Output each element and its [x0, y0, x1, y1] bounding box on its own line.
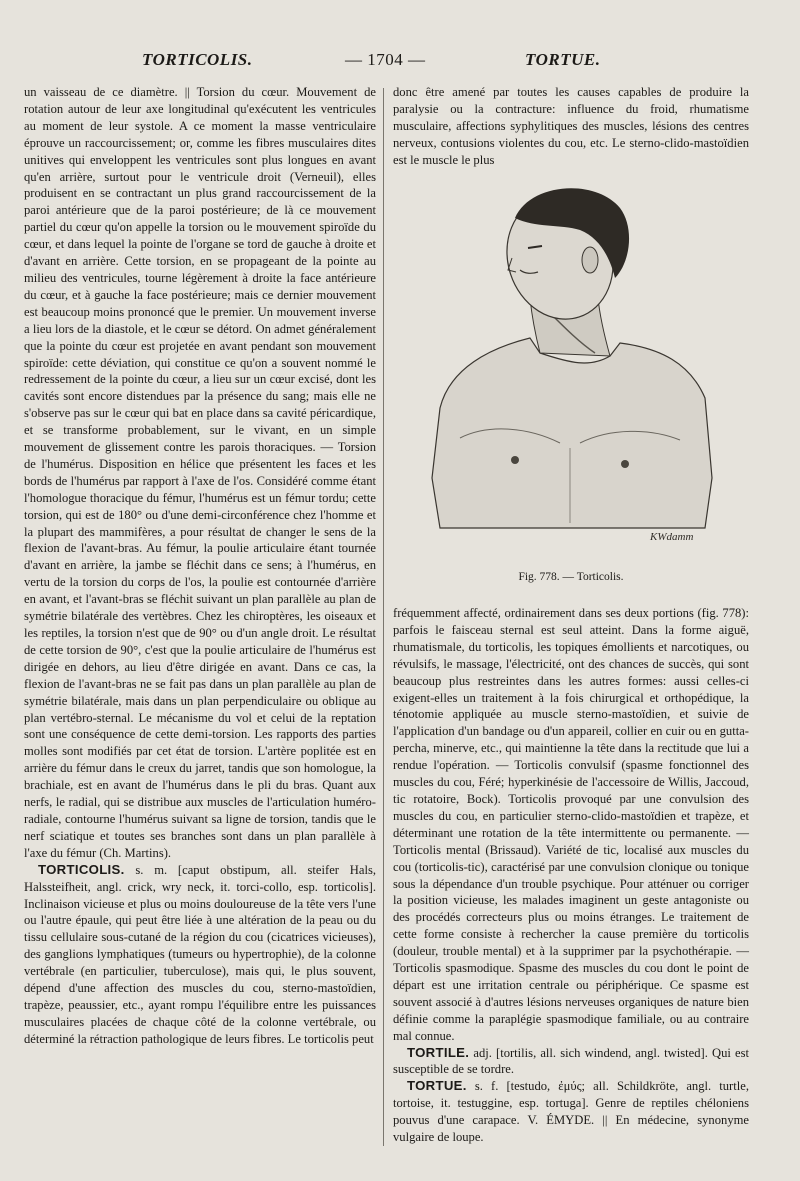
- headword-tortue: TORTUE.: [407, 1078, 467, 1094]
- right-column-top: [393, 84, 749, 169]
- column-divider: [383, 88, 384, 1146]
- headword-torticolis: TORTICOLIS.: [38, 861, 125, 877]
- left-column: [24, 84, 376, 1159]
- tortile-entry: [393, 1045, 749, 1079]
- torsion-paragraph: un vaisseau de ce diamètre. || Torsion du cœur. Mouvement de rotation autour de leur axe longitudinal qu'exécutent les ventricules au moment de leur systole. A ce moment la masse ventriculaire éprouve un raccourcissement; or, comme les fibres musculaires dites unitives qui enveloppent les ventricules sont plus longues en avant qu'en arrière, surtout pour le ventricule droit (Verneuil), elles produisent en se contractant un plus grand raccourcissement de la paroi antérieure que de la paroi postérieure; de là ce mouvement partiel du cœur qu'on appelle la torsion ou le mouvement spiroïde du cœur, et dans lequel la pointe de l'organe se tord de gauche à droite et d'avant en arrière. Cette torsion, en se propageant de la pointe au milieu des ventricules, tourne légèrement à droite la face antérieure du cœur, et à gauche la face postérieure; mais ce dernier mouvement est beaucoup moins prononcé que le premier. Un mouvement inverse a lieu lors de la diastole, et le cœur se détord. On admet généralement que la pointe du cœur est projetée en avant pendant son mouvement spiroïde: cette déviation, qui constitue ce qu'on a souvent nommé le redressement de la pointe du cœur, a lieu sur un cœur excisé, dont les cavités sont encore distendues par la présence du sang; mais elle ne s'observe pas sur le cœur qui bat en place dans sa cavité péricardique, et se transforme probablement, sur le vivant, en un simple mouvement de glissement contre les parois thoraciques. — Torsion de l'humérus. Disposition en hélice que présentent les faces et les bords de l'humérus par rapport à l'axe de l'os. Considéré comme étant l'homologue thoracique du fémur, l'humérus est un fémur tordu; cette torsion, qui est de 180° ou d'une demi-circonférence chez l'homme et la plupart des mammifères, a pour résultat de changer le sens de la flexion de l'avant-bras. Au fémur, la poulie articulaire étant tournée d'avant en arrière, la jambe se fléchit dans ce sens; à l'humérus, en vertu de la torsion du corps de l'os, la poulie est contournée d'arrière en avant, et l'avant-bras se fléchit suivant un plan parallèle au plan de symétrie bilatérale des vertèbres. Chez les chiroptères, les oiseaux et les reptiles, la torsion n'est que de 90° ou d'un angle droit. Le résultat de cette torsion de 90°, c'est que la poulie articulaire de l'humérus est dirigée en dehors, au lieu d'être dirigée en avant. Dans ce cas, la flexion de l'avant-bras ne se fait pas dans un plan parallèle au plan de symétrie bilatérale, mais dans un plan perpendiculaire ou oblique au plan vertébro-sternal. Le mécanisme du vol et celui de la reptation sont une conséquence de cette demi-torsion. Les rapports des parties molles sont modifiés par cet état de torsion. L'artère poplitée est en arrière du fémur dans le creux du jarret, tandis que son homologue, la brachiale, est en avant de l'humérus dans le pli du bras. Quant aux nerfs, le radial, qui se distribue aux muscles de l'articulation huméro-radiale, contourne l'humérus suivant sa ligne de torsion, tandis que le nerf sciatique et toutes ses branches sont dans un plan parallèle à l'axe du fémur (Ch. Martins).: [24, 85, 376, 860]
- tortue-definition: s. f. [testudo, ἐμύς; all. Schildkröte, angl. turtle, tortoise, it. testuggine, esp. tortuga]. Genre de reptiles chéloniens pouvus d'une carapace. V. ÉMYDE. || En médecine, synonyme vulgaire de loupe.: [393, 1079, 749, 1145]
- page-number: — 1704 —: [345, 50, 426, 69]
- torticolis-treatment: fréquemment affecté, ordinairement dans ses deux portions (fig. 778): parfois le faisceau sternal est seul atteint. Dans la forme aiguë, rhumatismale, du torticolis, les topiques émollients et narcotiques, ou révulsifs, le massage, l'électricité, ont des chances de succès, qui sont beaucoup plus restreintes dans les autres formes: aussi celles-ci exigent-elles un traitement à la fois chirurgical et orthopédique, la ténotomie appliquée au muscle sterno-mastoïdien, et suivie de l'application d'un bandage ou d'un appareil, collier en cuir ou en gutta-percha, minerve, etc., qui maintienne la tête dans la rectitude que lui a rendue l'opération. — Torticolis convulsif (spasme fonctionnel des muscles du cou, Féré; hyperkinésie de l'accessoire de Willis, Jaccoud, tic rotatoire, Bock). Torticolis provoqué par une convulsion des muscles du cou, en particulier sterno-clido-mastoïdien et trapèze, et déterminant une rotation de la tête intermittente ou permanente. — Torticolis mental (Brissaud). Variété de tic, localisé aux muscles du cou (torticolis-tic), caractérisé par une convulsion clonique ou tonique sous la dépendance d'un trouble psychique. Pour atténuer ou corriger la position vicieuse, les malades imaginent un geste antagoniste ou des procédés correcteurs plus ou moins étranges. Le traitement de cette forme consiste à rechercher la cause première du torticolis (douleur, trouble mental) et à la supprimer par la psychothérapie. — Torticolis spasmodique. Spasme des muscles du cou dont le point de départ est une irritation centrale ou périphérique. Ce spasme est souvent associé à d'autres lésions nerveuses organiques de nature bien définie comme la paraplégie spasmodique familiale, ou au contraire mal connue.: [393, 606, 749, 1043]
- tortile-definition: adj. [tortilis, all. sich windend, angl. twisted]. Qui est susceptible de se tordre.: [393, 1045, 749, 1077]
- running-header: [60, 50, 760, 74]
- right-column-bottom: [393, 605, 749, 1146]
- artist-signature: KWdamm: [650, 531, 694, 543]
- torticolis-engraving: [420, 178, 720, 563]
- torticolis-definition: s. m. [caput obstipum, all. steifer Hals, Halssteifheit, angl. crick, wry neck, it. torci-collo, esp. torticolis]. Inclinaison vicieuse et plus ou moins douloureuse de la tête vers l'une ou l'autre épaule, qui peut être liée à une altération de la peau ou du tissu cellulaire sous-cutané de la région du cou (cicatrices vicieuses), des ganglions lymphatiques (tumeurs ou hypertrophie), de la colonne vertébrale (en particulier, tuberculose), mais qui, le plus souvent, dépend d'une affection des muscles du cou, sterno-mastoïdien, trapèze, peaussier, etc., ayant rompu l'équilibre entre les puissances musculaires placées de chaque côté de la colonne vertébrale, ou déterminé la rétraction pathologique de leurs fibres. Le torticolis peut: [24, 862, 376, 1046]
- figure-caption: Fig. 778. — Torticolis.: [518, 571, 624, 583]
- torticolis-continuation: donc être amené par toutes les causes capables de produire la paralysie ou la contracture: influence du froid, rhumatisme musculaire, affections syphylitiques des muscles, lésions des centres nerveux, contusions violentes du cou, etc. Le sterno-clido-mastoïdien est le muscle le plus: [393, 85, 749, 167]
- header-right-term: TORTUE.: [525, 50, 601, 69]
- torticolis-illustration: [420, 178, 720, 563]
- headword-tortile: TORTILE.: [407, 1044, 470, 1060]
- header-left-term: TORTICOLIS.: [142, 50, 253, 69]
- torticolis-entry: [24, 862, 376, 1048]
- tortue-entry: [393, 1078, 749, 1146]
